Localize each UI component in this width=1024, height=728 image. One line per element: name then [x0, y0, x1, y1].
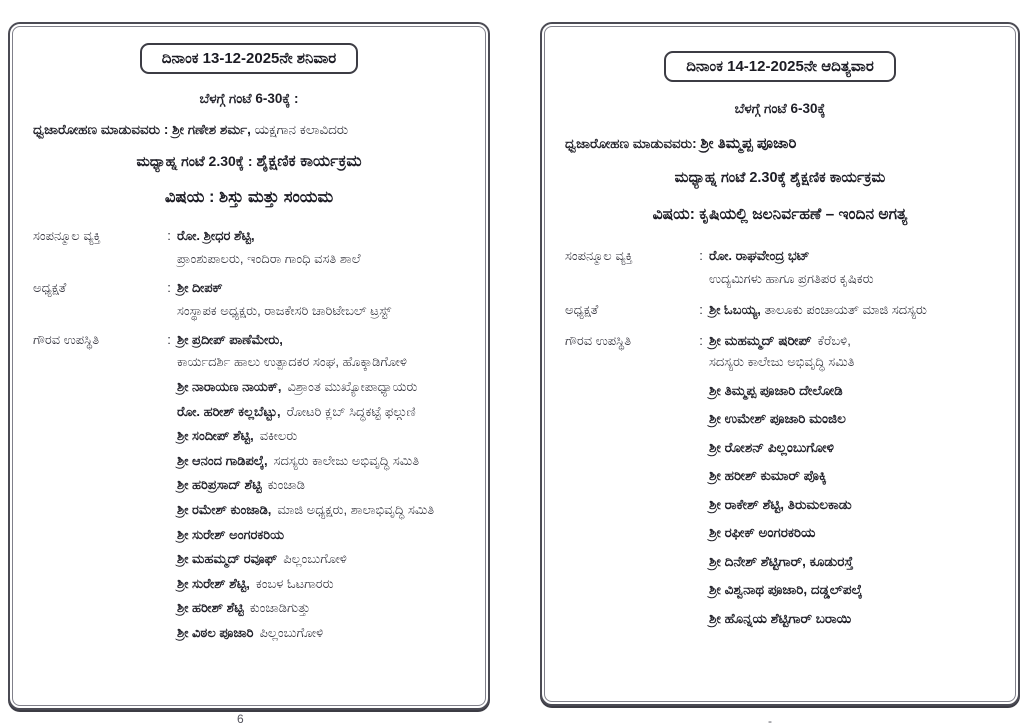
- guest-name: ಶ್ರೀ ರೋಶನ್ ಪಿಲ್ಲಂಬುಗೋಳಿ: [709, 439, 834, 455]
- flag-hoisting-name: ಶ್ರೀ ತಿಮ್ಮಪ್ಪ ಪೂಜಾರಿ: [700, 135, 797, 152]
- president-designation: ತಾಲೂಕು ಪಂಚಾಯತ್ ಮಾಜಿ ಸದಸ್ಯರು: [764, 302, 927, 317]
- guest-name: ಶ್ರೀ ಹರೀಶ್ ಶೆಟ್ಟಿ: [177, 600, 244, 616]
- date-heading: ದಿನಾಂಕ 13-12-2025ನೇ ಶನಿವಾರ: [140, 43, 358, 74]
- guest-name: ಶ್ರೀ ಮಹಮ್ಮದ್ ಷರೀಪ್: [709, 333, 812, 348]
- afternoon-program-line: [565, 170, 995, 186]
- morning-time-line: ಬೆಳಗ್ಗೆ ಗಂಟೆ 6-30ಕ್ಕೆ: [734, 101, 826, 116]
- guest-item: [709, 411, 995, 427]
- guest-name: ಶ್ರೀ ಪ್ರದೀಪ್ ಪಾಣೆಮೇರು,: [177, 332, 283, 347]
- president-row: [565, 302, 995, 318]
- guest-name: ಶ್ರೀ ಮಹಮ್ಮದ್ ರವೂಫ್: [177, 551, 278, 567]
- inner-border: [12, 26, 486, 706]
- flag-hoisting-line: [565, 135, 995, 152]
- topic-line: ವಿಷಯ : ಶಿಸ್ತು ಮತ್ತು ಸಂಯಮ: [164, 188, 334, 206]
- guest-name: ಶ್ರೀ ನಾರಾಯಣ ನಾಯಕ್,: [177, 379, 282, 394]
- colon-separator: :: [167, 332, 171, 347]
- flag-hoisting-desc: ಯಕ್ಷಗಾನ ಕಲಾವಿದರು: [254, 122, 349, 137]
- guest-item: [177, 453, 465, 469]
- guest-name: ಶ್ರೀ ರಮೇಶ್ ಕುಂಜಾಡಿ,: [177, 501, 272, 517]
- guest-item: [177, 379, 465, 395]
- afternoon-program-line: [33, 153, 465, 171]
- guest-item: [177, 600, 465, 616]
- guest-name: ಶ್ರೀ ಉಮೇಶ್ ಪೂಜಾರಿ ಮಂಜಿಲ: [709, 411, 846, 426]
- guest-sub-line: ಸದಸ್ಯರು ಕಾಲೇಜು ಅಭಿವೃದ್ಧಿ ಸಮಿತಿ: [709, 354, 855, 369]
- resource-person-label: ಸಂಪನ್ಮೂಲ ವ್ಯಕ್ತಿ: [565, 248, 633, 263]
- resource-person-row: [33, 228, 465, 267]
- afternoon-title: ಶೈಕ್ಷಣಿಕ ಕಾರ್ಯಕ್ರಮ: [790, 170, 886, 186]
- afternoon-title: ಶೈಕ್ಷಣಿಕ ಕಾರ್ಯಕ್ರಮ: [256, 153, 362, 170]
- inner-border: [544, 26, 1016, 702]
- guest-desc: ಕಂಬಳ ಓಟಗಾರರು: [255, 575, 334, 591]
- guest-item: [177, 502, 465, 518]
- resource-person-row: [565, 248, 995, 287]
- guest-desc: ವಿಶ್ರಾಂತ ಮುಖ್ಯೋಪಾಧ್ಯಾಯರು: [287, 379, 418, 394]
- page-number: 6: [237, 712, 244, 726]
- guest-desc: ಪಿಲ್ಲಂಬುಗೋಳಿ: [259, 624, 324, 640]
- guest-name: ಶ್ರೀ ಹರೀಶ್ ಕುಮಾರ್ ಪೊಕ್ಕಿ: [709, 468, 827, 483]
- guest-desc: ಪಿಲ್ಲಂಬುಗೋಳಿ: [283, 551, 347, 567]
- program-page-day1: [8, 22, 490, 710]
- guest-item: [709, 611, 995, 627]
- colon-separator: :: [699, 333, 703, 348]
- guest-desc: ಮಾಜಿ ಅಧ್ಯಕ್ಷರು, ಶಾಲಾಭಿವೃದ್ಧಿ ಸಮಿತಿ: [277, 501, 435, 517]
- guest-name: ಶ್ರೀ ಸಂದೀಪ್ ಶೆಟ್ಟಿ,: [177, 428, 254, 444]
- guest-item: [709, 383, 995, 399]
- guest-desc: ಸದಸ್ಯರು ಕಾಲೇಜು ಅಭಿವೃದ್ಧಿ ಸಮಿತಿ: [273, 452, 420, 468]
- flag-hoisting-name: ಶ್ರೀ ಗಣೇಶ ಶರ್ಮ,: [172, 122, 251, 137]
- guest-item: [709, 440, 995, 456]
- guest-name: ಶ್ರೀ ವಿಶ್ವನಾಥ ಪೂಜಾರಿ, ದಡ್ಡಲ್‌ಪಲ್ಕೆ: [709, 582, 863, 597]
- guest-list: [709, 333, 995, 639]
- guest-item: [177, 332, 465, 370]
- guest-name: ಶ್ರೀ ರಫೀಕ್ ಅಂಗರಕರಿಯ: [709, 525, 816, 540]
- guest-item: [177, 477, 465, 493]
- guests-row: [33, 332, 465, 650]
- guest-desc: ವಕೀಲರು: [259, 428, 298, 444]
- president-name: ಶ್ರೀ ಓಬಯ್ಯ,: [709, 302, 761, 317]
- guest-name: ಶ್ರೀ ತಿಮ್ಮಪ್ಪ ಪೂಜಾರಿ ದೇಲೋಡಿ: [709, 382, 843, 398]
- guest-list: [177, 332, 465, 650]
- guest-item: [709, 497, 995, 513]
- guest-name: ಶ್ರೀ ಹೊನ್ನಯ ಶೆಟ್ಟಿಗಾರ್ ಬರಾಯಿ: [709, 610, 852, 626]
- president-row: [33, 280, 465, 319]
- colon-separator: :: [167, 228, 171, 243]
- page-number: -: [768, 714, 772, 728]
- colon-separator: :: [699, 248, 703, 263]
- program-page-day2: [540, 22, 1020, 706]
- afternoon-time: ಮಧ್ಯಾಹ್ನ ಗಂಟೆ 2.30ಕ್ಕೆ :: [136, 153, 253, 169]
- guest-item: [709, 333, 995, 370]
- resource-person-name: ರೋ. ಶ್ರೀಧರ ಶೆಟ್ಟಿ,: [177, 228, 255, 243]
- guest-name: ಶ್ರೀ ಸುರೇಶ್ ಶೆಟ್ಟಿ,: [177, 575, 250, 591]
- guest-desc: ಕುಂಜಾಡಿಗುತ್ತು: [249, 600, 311, 616]
- date-box-wrap: [565, 51, 995, 82]
- date-heading: ದಿನಾಂಕ 14-12-2025ನೇ ಆದಿತ್ಯವಾರ: [664, 51, 896, 82]
- guests-label: ಗೌರವ ಉಪಸ್ಥಿತಿ: [33, 332, 100, 347]
- guest-sub-line: ಕಾರ್ಯದರ್ಶಿ ಹಾಲು ಉತ್ಪಾದಕರ ಸಂಘ, ಹೊಕ್ಕಾಡಿಗೋಳಿ: [177, 354, 407, 369]
- colon-separator: :: [167, 280, 171, 295]
- colon-separator: :: [699, 302, 703, 317]
- guests-row: [565, 333, 995, 639]
- morning-time-line: ಬೆಳಗ್ಗೆ ಗಂಟೆ 6-30ಕ್ಕೆ :: [199, 91, 299, 106]
- flag-hoisting-label: ಧ್ವಜಾರೋಹಣ ಮಾಡುವವರು:: [565, 136, 697, 151]
- guest-item: [177, 576, 465, 592]
- president-designation: ಸಂಸ್ಥಾಪಕ ಅಧ್ಯಕ್ಷರು, ರಾಜಕೇಸರಿ ಚಾರಿಟೇಬಲ್ ಟ್ರಸ್ಟ್: [177, 303, 392, 318]
- guest-name: ಶ್ರೀ ದಿನೇಶ್ ಶೆಟ್ಟಿಗಾರ್, ಕೂಡುರಸ್ತೆ: [709, 553, 854, 569]
- date-box-wrap: [33, 43, 465, 74]
- guest-name: ರೋ. ಹರೀಶ್ ಕಲ್ಲಬೆಟ್ಟು,: [177, 403, 281, 419]
- guest-item: [177, 551, 465, 567]
- guest-item: [709, 582, 995, 598]
- president-label: ಅಧ್ಯಕ್ಷತೆ: [565, 302, 599, 317]
- guest-name: ಶ್ರೀ ಹರಿಪ್ರಸಾದ್ ಶೆಟ್ಟಿ: [177, 477, 262, 493]
- resource-person-label: ಸಂಪನ್ಮೂಲ ವ್ಯಕ್ತಿ: [33, 228, 101, 243]
- resource-person-designation: ಪ್ರಾಂಶುಪಾಲರು, ಇಂದಿರಾ ಗಾಂಧಿ ವಸತಿ ಶಾಲೆ: [177, 251, 361, 266]
- resource-person-name: ರೋ. ರಾಘವೇಂದ್ರ ಭಟ್: [709, 248, 810, 263]
- president-label: ಅಧ್ಯಕ್ಷತೆ: [33, 280, 67, 295]
- guest-name: ಶ್ರೀ ರಾಕೇಶ್ ಶೆಟ್ಟಿ, ತಿರುಮಲಕಾಡು: [709, 496, 852, 512]
- guests-label: ಗೌರವ ಉಪಸ್ಥಿತಿ: [565, 333, 632, 348]
- guest-name: ಶ್ರೀ ವಿಠಲ ಪೂಜಾರಿ: [177, 624, 254, 640]
- guest-item: [709, 554, 995, 570]
- flag-hoisting-label: ಧ್ವಜಾರೋಹಣ ಮಾಡುವವರು :: [33, 122, 169, 137]
- resource-person-designation: ಉದ್ಯಮಿಗಳು ಹಾಗೂ ಪ್ರಗತಿಪರ ಕೃಷಿಕರು: [709, 271, 874, 286]
- guest-item: [709, 468, 995, 484]
- guest-desc: ಕೆರೆಬಳಿ,: [817, 333, 851, 348]
- guest-item: [177, 404, 465, 420]
- guest-item: [177, 625, 465, 641]
- topic-line: ವಿಷಯ: ಕೃಷಿಯಲ್ಲಿ ಜಲನಿರ್ವಹಣೆ – ಇಂದಿನ ಅಗತ್ಯ: [652, 206, 908, 223]
- guest-desc: ರೋಟರಿ ಕ್ಲಬ್ ಸಿದ್ಧಕಟ್ಟೆ ಫಲ್ಗುಣಿ: [286, 403, 416, 419]
- guest-item: [177, 428, 465, 444]
- guest-item: [709, 525, 995, 541]
- afternoon-time: ಮಧ್ಯಾಹ್ನ ಗಂಟೆ 2.30ಕ್ಕೆ: [674, 170, 787, 186]
- guest-desc: ಕುಂಜಾಡಿ: [267, 477, 305, 493]
- guest-name: ಶ್ರೀ ಸುರೇಶ್ ಅಂಗರಕರಿಯ: [177, 526, 285, 542]
- guest-name: ಶ್ರೀ ಆನಂದ ಗಾಡಿಪಲ್ಕೆ,: [177, 452, 268, 468]
- guest-item: [177, 527, 465, 543]
- flag-hoisting-line: [33, 122, 465, 138]
- president-name: ಶ್ರೀ ದೀಪಕ್: [177, 280, 223, 295]
